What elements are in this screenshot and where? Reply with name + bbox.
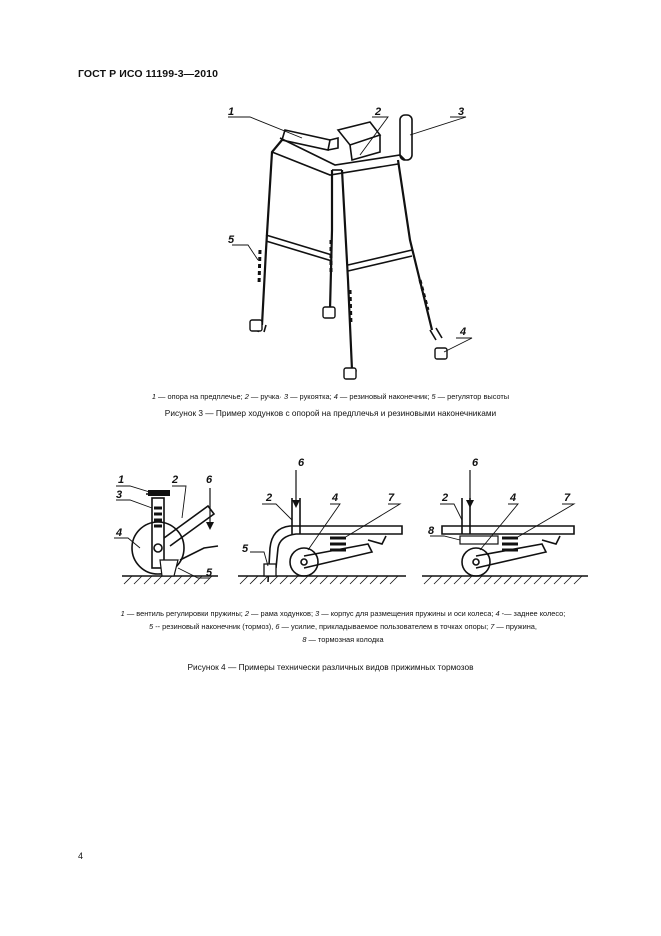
fig4a-callout-1: 1 <box>118 474 125 486</box>
figure4-caption: Рисунок 4 — Примеры технически различных видов прижимных тормозов <box>187 662 474 672</box>
fig4c-callout-7: 7 <box>564 492 571 504</box>
fig4b-callout-4: 4 <box>332 492 339 504</box>
fig4a-callout-4: 4 <box>116 527 123 539</box>
figure4-legend <box>78 607 608 646</box>
fig3-callout-3: 3 <box>458 106 465 118</box>
figure4-legend-line2: 5 -- резиновый наконечник (тормоз), 6 — усилие, прикладываемое пользователем в точках опоры; 7 — пружина, <box>149 622 537 631</box>
brakes-drawing <box>100 448 590 593</box>
fig4b-callout-7: 7 <box>388 492 395 504</box>
fig4a-callout-6: 6 <box>206 474 213 486</box>
fig3-callout-2: 2 <box>375 106 382 118</box>
fig4c-callout-8: 8 <box>428 525 435 537</box>
fig4b-callout-5: 5 <box>242 543 249 555</box>
fig4b-callout-6: 6 <box>298 457 305 469</box>
standard-header: ГОСТ Р ИСО 11199-3—2010 <box>78 68 219 80</box>
fig3-callout-4: 4 <box>460 326 467 338</box>
walker-drawing <box>210 100 480 385</box>
figure3-caption: Рисунок 3 — Пример ходунков с опорой на предплечья и резиновыми наконечниками <box>164 408 497 418</box>
fig4c-callout-6: 6 <box>472 457 479 469</box>
figure4-legend-line3: 8 — тормозная колодка <box>302 635 384 644</box>
fig4a-callout-5: 5 <box>206 567 213 579</box>
page-number: 4 <box>78 851 84 861</box>
fig4b-callout-2: 2 <box>266 492 273 504</box>
fig4a-callout-2: 2 <box>172 474 179 486</box>
figure4-legend-line1: 1 — вентиль регулировки пружины; 2 — рама ходунков; 3 — корпус для размещения пружины и оси колеса; 4 -— заднее колесо; <box>120 609 566 618</box>
fig4c-callout-2: 2 <box>442 492 449 504</box>
fig3-callout-1: 1 <box>228 106 235 118</box>
fig4a-callout-3: 3 <box>116 489 123 501</box>
fig4c-callout-4: 4 <box>510 492 517 504</box>
figure3-legend: 1 — опора на предплечье; 2 — ручка· 3 — рукоятка; 4 — резиновый наконечник; 5 — регулятор высоты <box>151 392 510 401</box>
fig3-callout-5: 5 <box>228 234 235 246</box>
